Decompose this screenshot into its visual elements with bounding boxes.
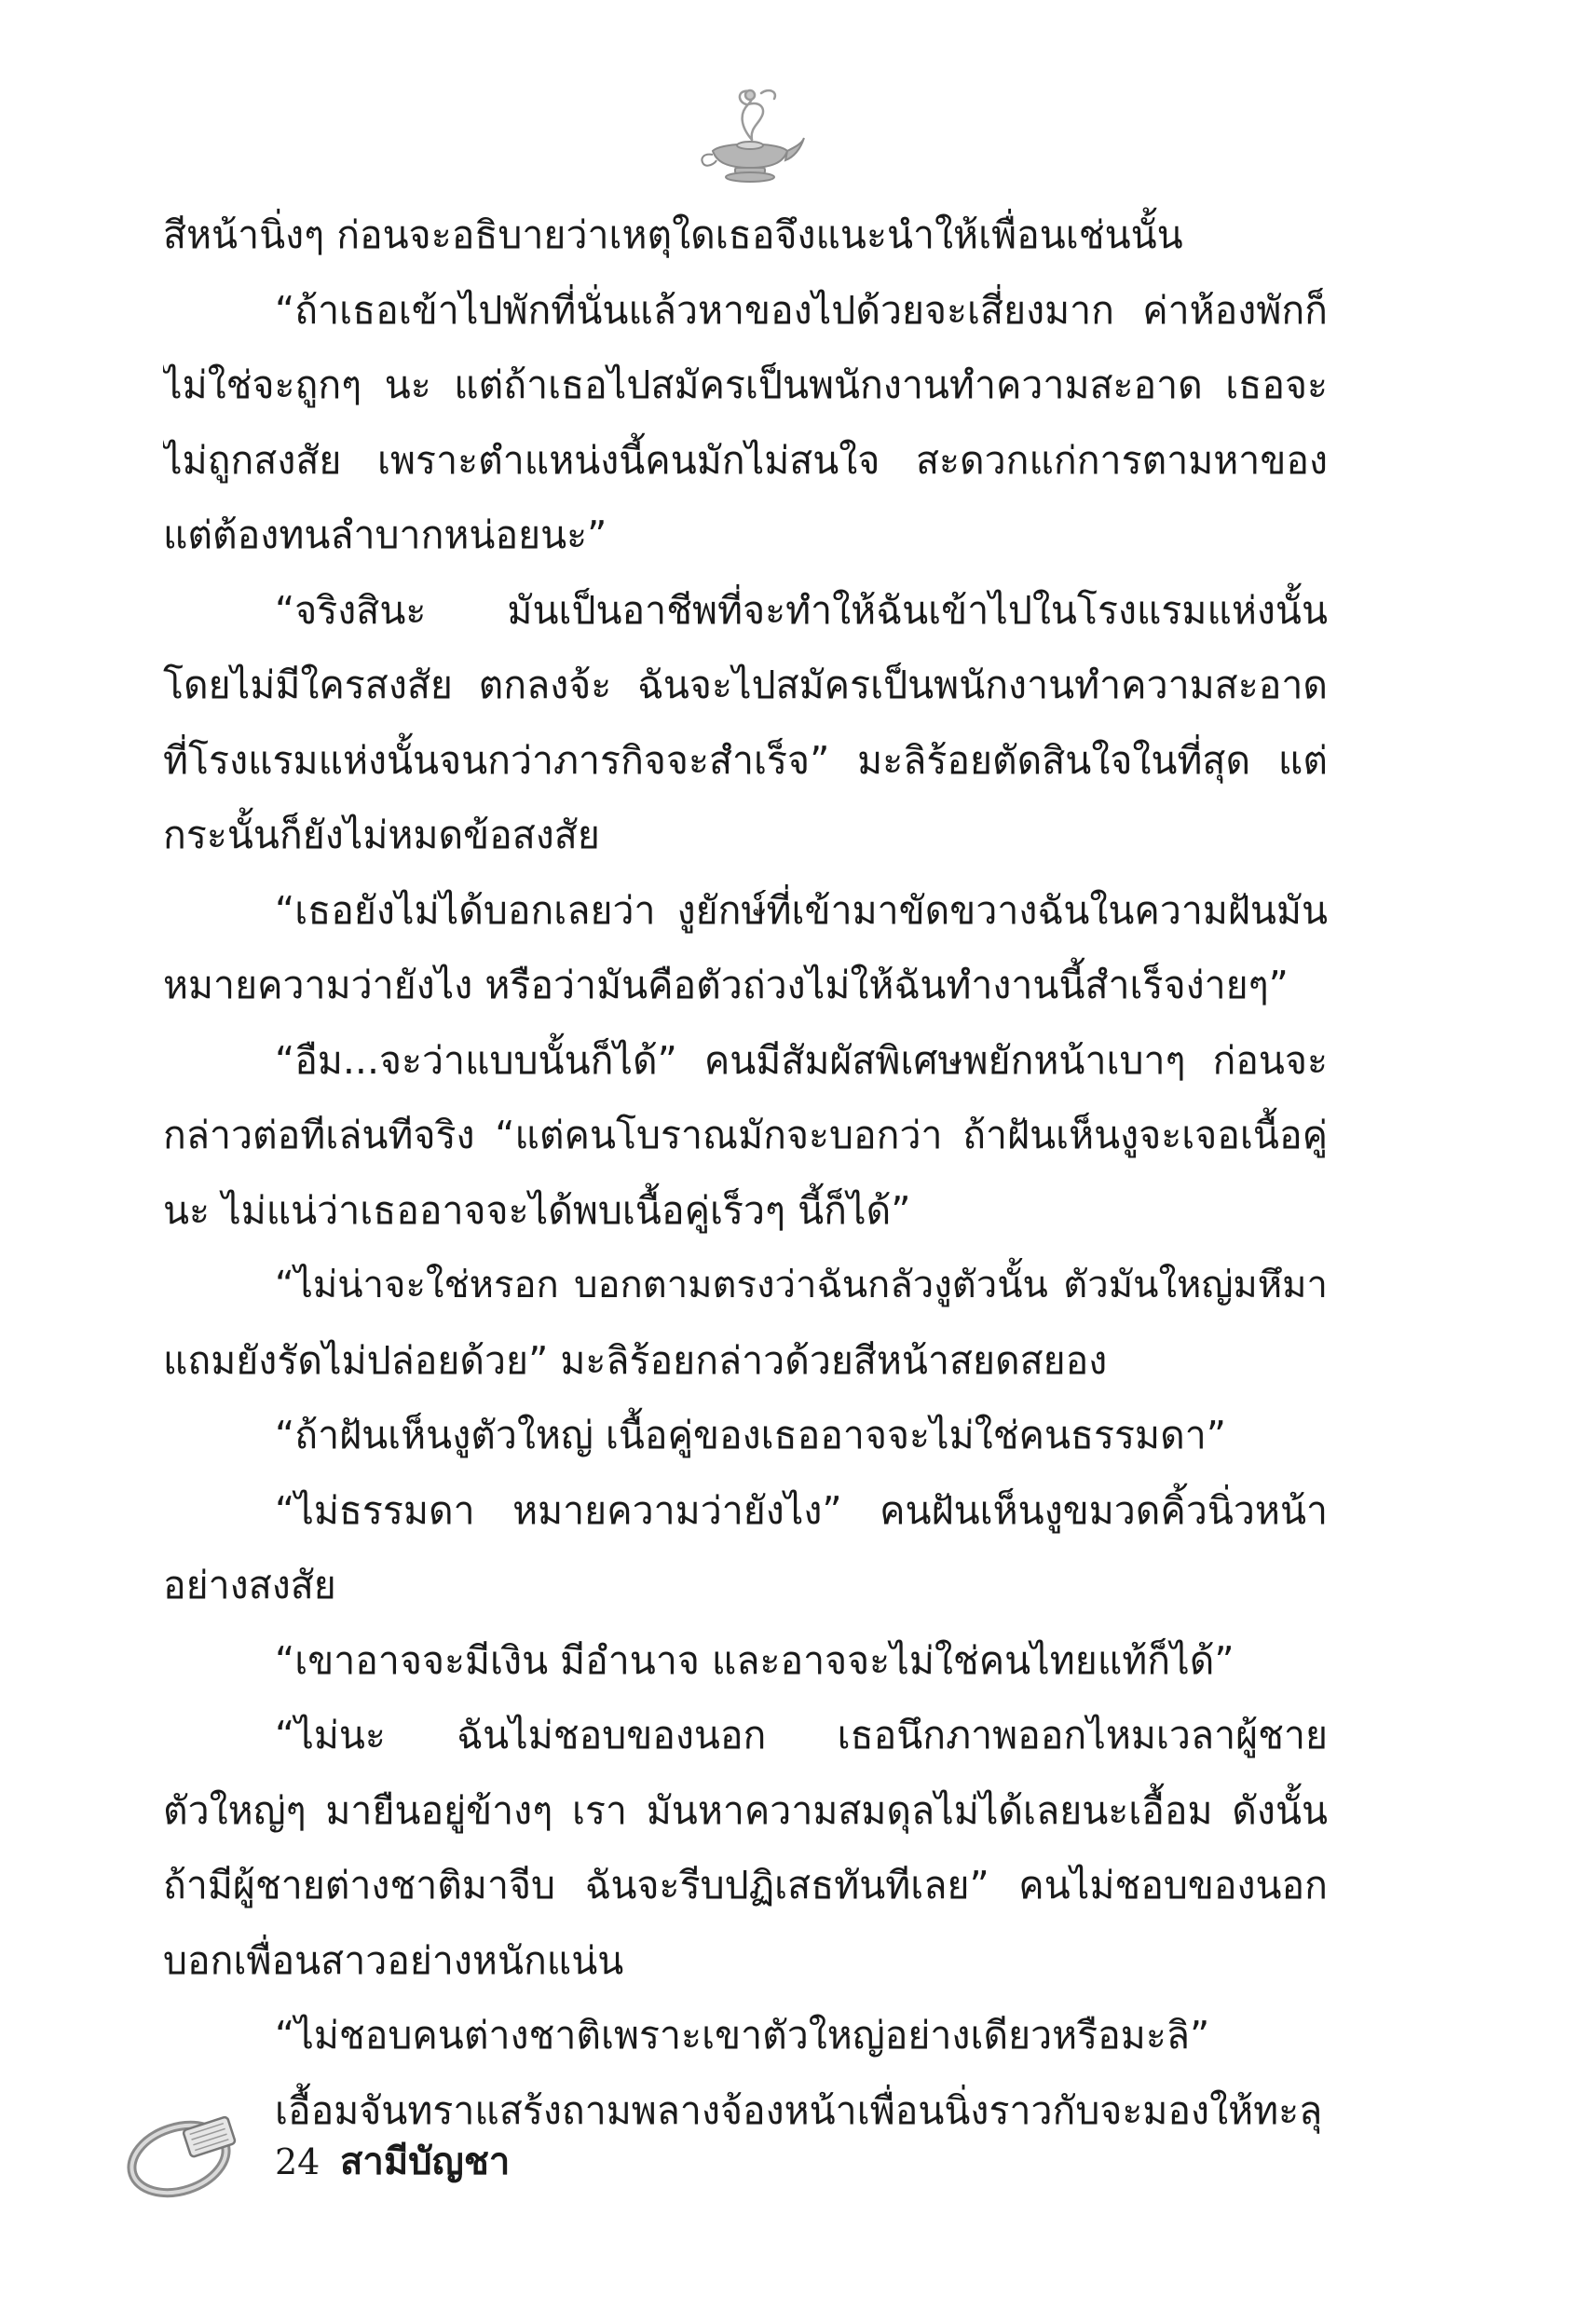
text-line: “ถ้าเธอเข้าไปพักที่นั่นแล้วหาของไปด้วยจะเสี่ยงมาก ค่าห้องพักก็ <box>275 287 1328 333</box>
page-footer <box>121 2101 680 2204</box>
text-line: “ไม่ชอบคนต่างชาติเพราะเขาตัวใหญ่อย่างเดียวหรือมะลิ” <box>275 2013 1210 2058</box>
text-line: แต่ต้องทนลำบากหน่อยนะ” <box>163 513 607 557</box>
text-line: หมายความว่ายังไง หรือว่ามันคือตัวถ่วงไม่ให้ฉันทำงานนี้สำเร็จง่ายๆ” <box>163 963 1289 1007</box>
text-line: “เธอยังไม่ได้บอกเลยว่า งูยักษ์ที่เข้ามาขัดขวางฉันในความฝันมัน <box>275 887 1328 933</box>
text-line: “ไม่นะ ฉันไม่ชอบของนอก เธอนึกภาพออกไหมเวลาผู้ชาย <box>275 1713 1328 1757</box>
text-line: กระนั้นก็ยังไม่หมดข้อสงสัย <box>163 813 600 857</box>
text-line: โดยไม่มีใครสงสัย ตกลงจ้ะ ฉันจะไปสมัครเป็นพนักงานทำความสะอาด <box>163 663 1328 707</box>
text-line: “อืม...จะว่าแบบนั้นก็ได้” คนมีสัมผัสพิเศษพยักหน้าเบาๆ ก่อนจะ <box>275 1037 1328 1083</box>
text-line: เอื้อมจันทราแสร้งถามพลางจ้องหน้าเพื่อนนิ่งราวกับจะมองให้ทะลุ <box>275 2087 1323 2133</box>
body-text <box>163 198 1328 2148</box>
text-line: ถ้ามีผู้ชายต่างชาติมาจีบ ฉันจะรีบปฏิเสธทันทีเลย” คนไม่ชอบของนอก <box>163 1863 1328 1908</box>
text-line: ที่โรงแรมแห่งนั้นจนกว่าภารกิจจะสำเร็จ” มะลิร้อยตัดสินใจในที่สุด แต่ <box>163 737 1328 783</box>
text-line: อย่างสงสัย <box>163 1563 336 1607</box>
text-line: แถมยังรัดไม่ปล่อยด้วย” มะลิร้อยกล่าวด้วยสีหน้าสยดสยอง <box>163 1337 1108 1383</box>
page-number: 24 <box>275 2141 321 2182</box>
text-line: “เขาอาจจะมีเงิน มีอำนาจ และอาจจะไม่ใช่คนไทยแท้ก็ได้” <box>275 1637 1235 1683</box>
text-line: นะ ไม่แน่ว่าเธออาจจะได้พบเนื้อคู่เร็วๆ นี้ก็ได้” <box>163 1187 911 1233</box>
text-line: กล่าวต่อทีเล่นทีจริง “แต่คนโบราณมักจะบอกว่า ถ้าฝันเห็นงูจะเจอเนื้อคู่ <box>163 1113 1328 1157</box>
text-line: “จริงสินะ มันเป็นอาชีพที่จะทำให้ฉันเข้าไปในโรงแรมแห่งนั้น <box>275 587 1328 633</box>
text-line: “ไม่น่าจะใช่หรอก บอกตามตรงว่าฉันกลัวงูตัวนั้น ตัวมันใหญ่มหึมา <box>275 1264 1328 1306</box>
text-line: “ถ้าฝันเห็นงูตัวใหญ่ เนื้อคู่ของเธออาจจะไม่ใช่คนธรรมดา” <box>275 1413 1226 1457</box>
text-line: สีหน้านิ่งๆ ก่อนจะอธิบายว่าเหตุใดเธอจึงแนะนำให้เพื่อนเช่นนั้น <box>163 212 1183 257</box>
genie-lamp-icon <box>694 82 806 185</box>
text-line: ไม่ใช่จะถูกๆ นะ แต่ถ้าเธอไปสมัครเป็นพนักงานทำความสะอาด เธอจะ <box>163 362 1328 407</box>
text-line: ไม่ถูกสงสัย เพราะตำแหน่งนี้คนมักไม่สนใจ สะดวกแก่การตามหาของ <box>163 437 1328 483</box>
text-line: บอกเพื่อนสาวอย่างหนักแน่น <box>163 1937 624 1983</box>
ring-icon <box>121 2101 270 2204</box>
book-title: สามีบัญชา <box>340 2140 511 2183</box>
text-line: “ไม่ธรรมดา หมายความว่ายังไง” คนฝันเห็นงูขมวดคิ้วนิ่วหน้า <box>275 1487 1328 1533</box>
text-line: ตัวใหญ่ๆ มายืนอยู่ข้างๆ เรา มันหาความสมดุลไม่ได้เลยนะเอื้อม ดังนั้น <box>163 1787 1328 1833</box>
